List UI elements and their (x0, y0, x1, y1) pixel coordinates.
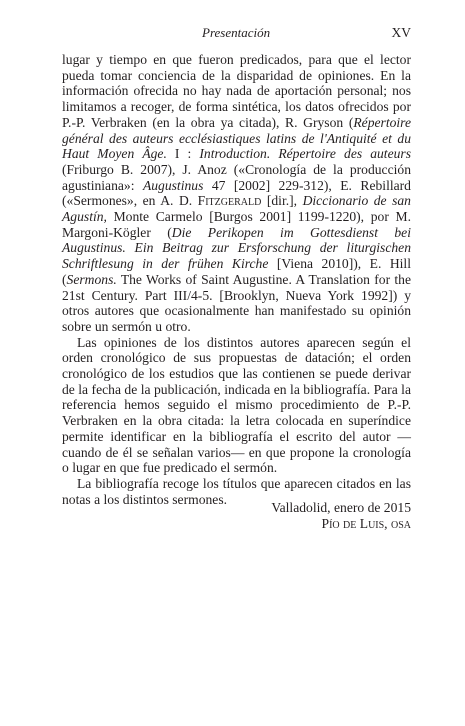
italic-title: Introduction. Répertoire des auteurs (199, 146, 411, 162)
text-run: The Works of Saint Augustine. A Translation for the 21st Century. Part III/4-5. [Brooklyn, Nueva York 1992]) y otros autores que ocasionalmente han manifestado su opinión sobre un sermón u otro. (62, 271, 411, 334)
text-run: Monte Carmelo [Burgos 2001] 1199-1220), por M. Margoni-Kögler ( (62, 209, 411, 240)
text-run: 47 [2002] 229-312), E. Rebillard («Sermones», en A. D. (62, 177, 411, 209)
text-run: lugar y tiempo en que fueron predicados, para que el lector pueda tomar conciencia de la disparidad de opiniones. En la información ofrecida no hay nada de aportación personal; nos limitamos a recoger, de forma sintética, los datos ofrecidos por P.-P. Verbraken (en la obra ya citada), R. Gryson ( (62, 52, 411, 130)
italic-title: Diccionario de san Agustín, (62, 193, 411, 225)
author-name: Pío de Luis, osa (321, 516, 411, 531)
text-run: I : (166, 146, 200, 162)
page-number: XV (391, 25, 411, 40)
running-header (62, 25, 411, 43)
paragraph-1 (62, 52, 411, 335)
text-run: [Viena 2010]), E. Hill ( (62, 256, 411, 287)
running-title: Presentación (202, 25, 271, 40)
italic-title: Sermons. (66, 271, 117, 287)
text-run: (Friburgo B. 2007), J. Anoz («Cronología de la producción agustiniana»: (62, 161, 411, 193)
main-text (62, 52, 411, 507)
text-run: [dir.], (261, 193, 303, 209)
smallcaps-name: Fitzgerald (197, 193, 262, 209)
place-date: Valladolid, enero de 2015 (271, 500, 411, 515)
italic-title: Die Perikopen im Gottesdienst bei Augustinus. Ein Beitrag zur Ersforschung der liturgischen Schriftlesung in der frühen Kirche (62, 224, 411, 272)
paragraph-2: Las opiniones de los distintos autores aparecen según el orden cronológico de sus propuestas de datación; el orden cronológico de los estudios que las contienen se puede derivar de la fecha de la publicación, indicada en la bibliografía. Para la referencia hemos seguido el mismo procedimiento de P.-P. Verbraken en la obra citada: la letra colocada en superíndice permite identificar en la bibliografía el escrito del autor —cuando de él se señalan varios— en que propone la cronología o lugar en que fue predicado el sermón. (62, 334, 411, 476)
italic-title: Répertoire général des auteurs ecclésiastiques latins de l'Antiquité et du Haut Moyen Âge. (62, 114, 411, 162)
paragraph-3: La bibliografía recoge los títulos que aparecen citados en las notas a los distintos sermones. (62, 475, 411, 507)
italic-title: Augustinus (142, 177, 204, 193)
signature-block (271, 500, 411, 532)
